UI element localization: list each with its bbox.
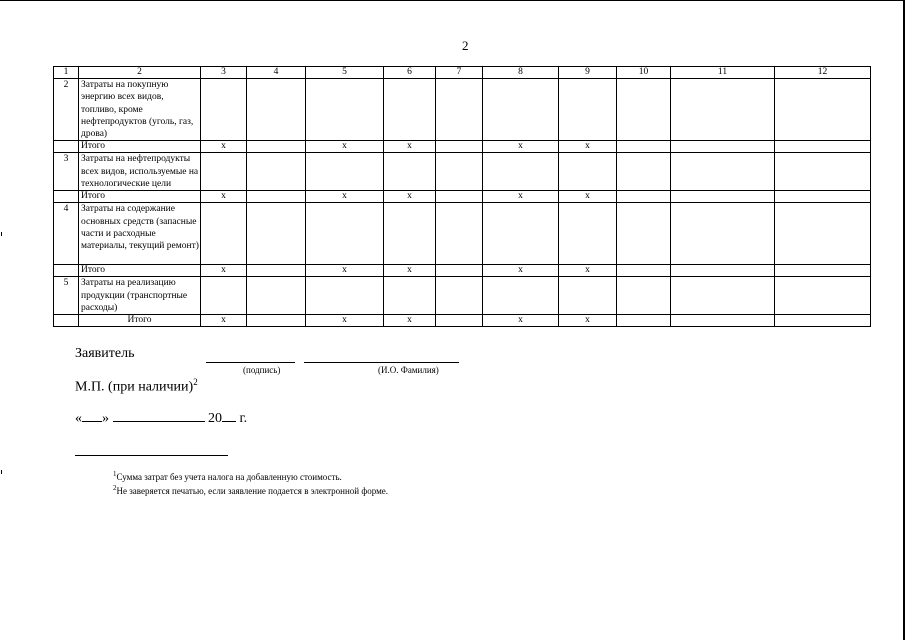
applicant-label: Заявитель (75, 346, 135, 361)
footnote-text: Сумма затрат без учета налога на добавленную стоимость. (116, 472, 342, 482)
data-cell[interactable] (201, 277, 247, 315)
data-cell[interactable] (247, 79, 306, 141)
data-cell[interactable] (247, 203, 306, 265)
total-mark (247, 141, 306, 153)
total-mark (436, 265, 483, 277)
total-mark: x (384, 315, 436, 327)
column-header: 7 (436, 67, 483, 79)
data-cell[interactable] (483, 153, 559, 191)
data-cell[interactable] (559, 203, 617, 265)
total-row (54, 191, 871, 203)
column-header: 2 (79, 67, 201, 79)
row-number: 2 (54, 79, 79, 141)
quote-close: » (102, 411, 109, 426)
data-cell[interactable] (775, 203, 871, 265)
total-mark (617, 315, 671, 327)
data-cell[interactable] (671, 153, 775, 191)
total-mark (617, 141, 671, 153)
cost-table (53, 66, 871, 327)
data-cell[interactable] (671, 79, 775, 141)
row-number: 4 (54, 203, 79, 265)
data-cell[interactable] (559, 153, 617, 191)
total-label: Итого (79, 265, 201, 277)
data-cell[interactable] (483, 203, 559, 265)
data-cell[interactable] (483, 79, 559, 141)
footnote-text: Не заверяется печатью, если заявление подается в электронной форме. (116, 486, 389, 496)
empty-cell (54, 315, 79, 327)
total-mark: x (306, 191, 384, 203)
data-cell[interactable] (483, 277, 559, 315)
total-mark (775, 141, 871, 153)
total-label: Итого (79, 191, 201, 203)
total-mark (775, 265, 871, 277)
column-header: 5 (306, 67, 384, 79)
day-blank[interactable] (82, 409, 102, 422)
total-mark (247, 315, 306, 327)
total-mark: x (201, 265, 247, 277)
table-row (54, 203, 871, 265)
column-header: 9 (559, 67, 617, 79)
column-header: 3 (201, 67, 247, 79)
data-cell[interactable] (671, 277, 775, 315)
total-mark (775, 315, 871, 327)
seal-label (75, 377, 198, 396)
column-header: 1 (54, 67, 79, 79)
total-mark: x (559, 141, 617, 153)
data-cell[interactable] (247, 153, 306, 191)
data-cell[interactable] (617, 203, 671, 265)
name-line[interactable] (304, 362, 459, 363)
data-cell[interactable] (436, 153, 483, 191)
total-mark (671, 315, 775, 327)
scan-edge-mark (1, 232, 2, 236)
row-label: Затраты на покупную энергию всех видов, топливо, кроме нефтепродуктов (уголь, газ, дрова) (79, 79, 201, 141)
data-cell[interactable] (201, 203, 247, 265)
data-cell[interactable] (306, 277, 384, 315)
signature-caption: (подпись) (243, 365, 281, 375)
month-blank[interactable] (113, 409, 205, 422)
data-cell[interactable] (384, 79, 436, 141)
total-mark: x (483, 141, 559, 153)
data-cell[interactable] (617, 79, 671, 141)
column-header: 11 (671, 67, 775, 79)
data-cell[interactable] (306, 203, 384, 265)
total-mark (775, 191, 871, 203)
data-cell[interactable] (617, 153, 671, 191)
total-mark (617, 265, 671, 277)
total-mark (617, 191, 671, 203)
total-row (54, 315, 871, 327)
data-cell[interactable] (247, 277, 306, 315)
footnote (113, 470, 342, 482)
row-label: Затраты на реализацию продукции (транспортные расходы) (79, 277, 201, 315)
total-mark: x (559, 265, 617, 277)
total-mark: x (483, 265, 559, 277)
footnote (113, 484, 388, 496)
quote-open: « (75, 411, 82, 426)
name-caption: (И.О. Фамилия) (378, 365, 439, 375)
total-mark: x (384, 191, 436, 203)
data-cell[interactable] (617, 277, 671, 315)
empty-cell (54, 141, 79, 153)
row-label: Затраты на нефтепродукты всех видов, используемые на технологические цели (79, 153, 201, 191)
footnote-separator (75, 455, 228, 456)
total-mark (436, 191, 483, 203)
year-blank[interactable] (222, 409, 236, 422)
total-mark: x (201, 191, 247, 203)
year-prefix: 20 (208, 411, 222, 426)
column-header-row (54, 67, 871, 79)
footnote-mark: 1 (113, 470, 117, 478)
total-mark: x (201, 141, 247, 153)
total-mark: x (306, 315, 384, 327)
page-top-border (0, 0, 905, 1)
total-mark: x (384, 265, 436, 277)
empty-cell (54, 265, 79, 277)
date-line (75, 409, 247, 427)
scan-edge-mark (1, 470, 2, 474)
data-cell[interactable] (559, 277, 617, 315)
footnote-ref: 2 (193, 377, 198, 387)
data-cell[interactable] (436, 79, 483, 141)
total-row (54, 141, 871, 153)
data-cell[interactable] (436, 277, 483, 315)
data-cell[interactable] (306, 79, 384, 141)
total-mark (436, 315, 483, 327)
column-header: 8 (483, 67, 559, 79)
data-cell[interactable] (384, 277, 436, 315)
total-mark (671, 191, 775, 203)
data-cell[interactable] (436, 203, 483, 265)
total-mark (247, 191, 306, 203)
column-header: 6 (384, 67, 436, 79)
data-cell[interactable] (559, 79, 617, 141)
data-cell[interactable] (201, 79, 247, 141)
data-cell[interactable] (384, 153, 436, 191)
row-label: Затраты на содержание основных средств (запасные части и расходные материалы, текущий ремонт) (79, 203, 201, 265)
data-cell[interactable] (775, 79, 871, 141)
total-label: Итого (79, 315, 201, 327)
column-header: 10 (617, 67, 671, 79)
total-mark (671, 141, 775, 153)
total-label: Итого (79, 141, 201, 153)
data-cell[interactable] (384, 203, 436, 265)
total-mark (247, 265, 306, 277)
year-suffix: г. (239, 411, 248, 426)
data-cell[interactable] (201, 153, 247, 191)
data-cell[interactable] (775, 153, 871, 191)
signature-line[interactable] (206, 362, 295, 363)
column-header: 12 (775, 67, 871, 79)
footnote-mark: 2 (113, 484, 117, 492)
row-number: 3 (54, 153, 79, 191)
empty-cell (54, 191, 79, 203)
total-mark: x (201, 315, 247, 327)
total-mark: x (306, 141, 384, 153)
page-number: 2 (462, 38, 469, 53)
seal-text: М.П. (при наличии) (75, 379, 194, 395)
total-mark: x (384, 141, 436, 153)
table-row (54, 79, 871, 141)
total-mark: x (483, 191, 559, 203)
total-mark: x (559, 191, 617, 203)
table-row (54, 277, 871, 315)
data-cell[interactable] (306, 153, 384, 191)
total-mark: x (483, 315, 559, 327)
total-row (54, 265, 871, 277)
total-mark: x (559, 315, 617, 327)
total-mark (436, 141, 483, 153)
row-number: 5 (54, 277, 79, 315)
column-header: 4 (247, 67, 306, 79)
total-mark (671, 265, 775, 277)
data-cell[interactable] (671, 203, 775, 265)
total-mark: x (306, 265, 384, 277)
table-row (54, 153, 871, 191)
data-cell[interactable] (775, 277, 871, 315)
